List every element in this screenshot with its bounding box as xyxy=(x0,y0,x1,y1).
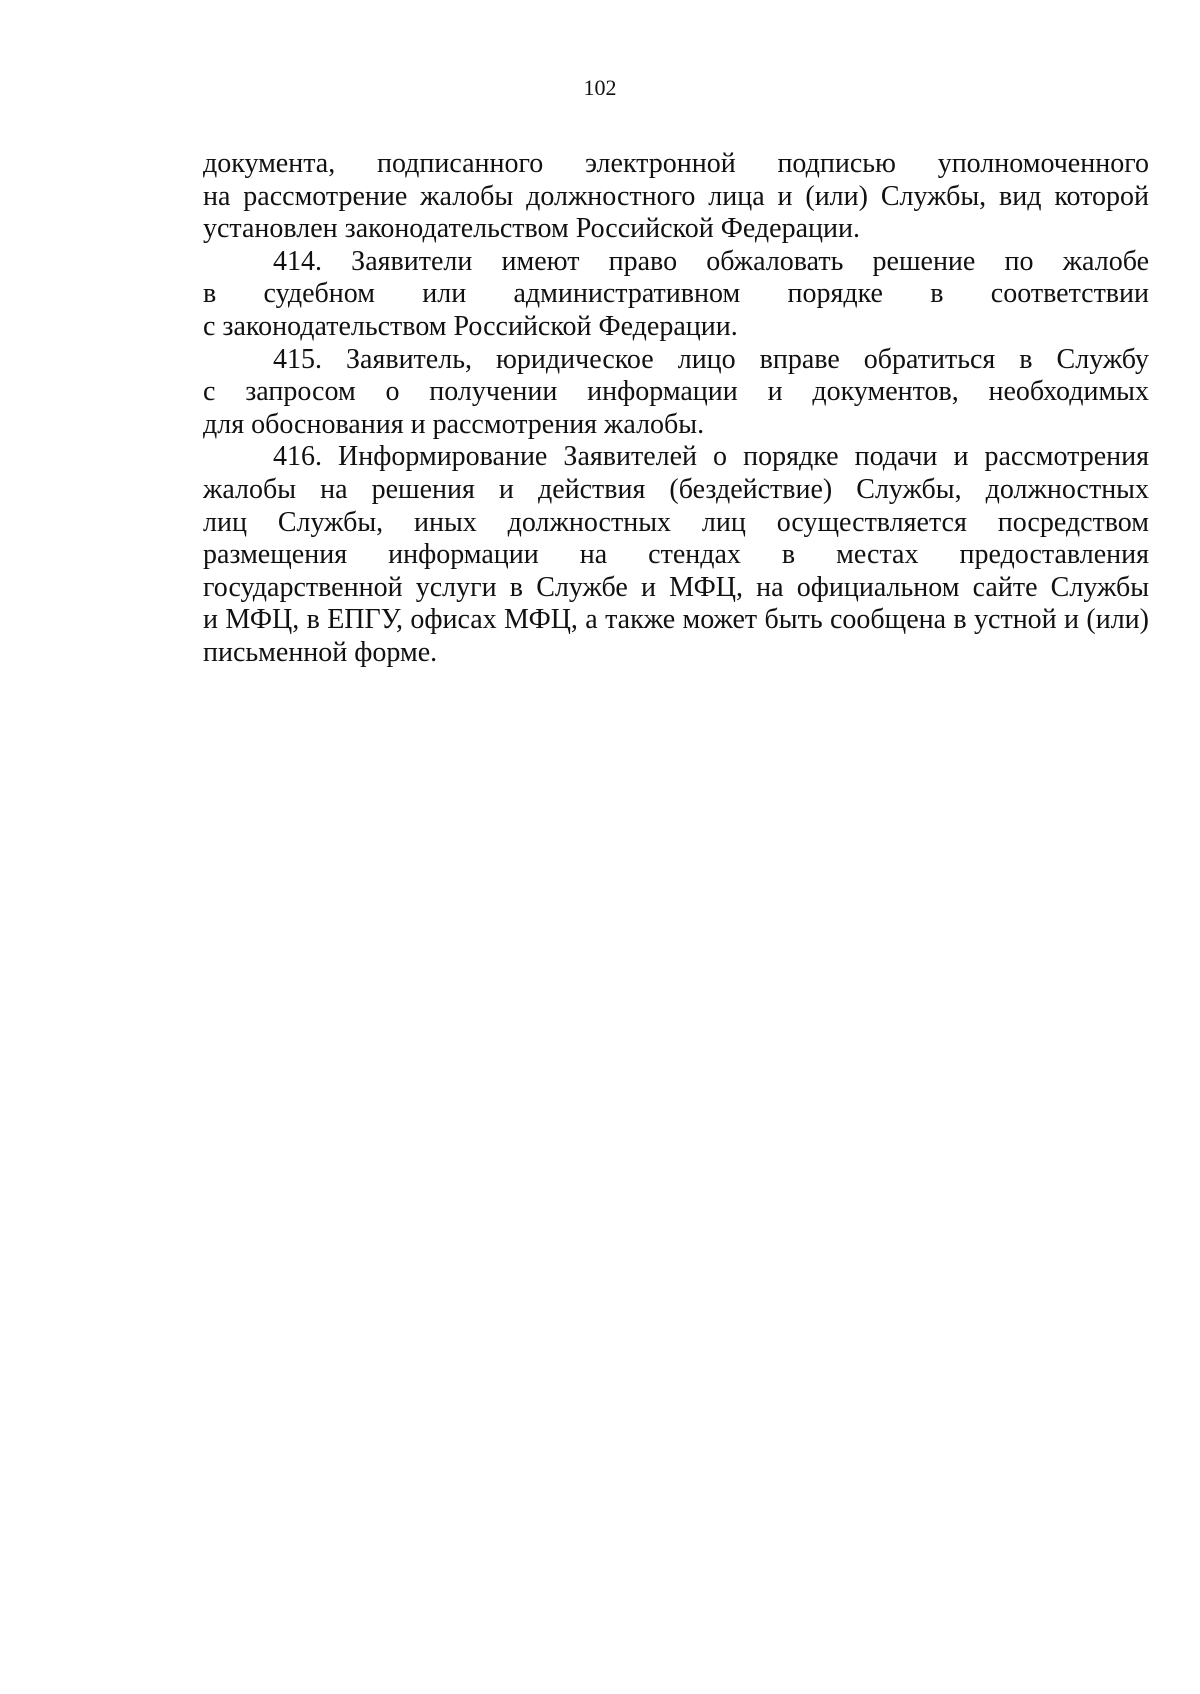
text-line: с законодательством Российской Федерации. xyxy=(203,310,738,342)
text-line: и МФЦ, в ЕПГУ, офисах МФЦ, а также может быть сообщена в устной и (или) xyxy=(203,604,1149,636)
page-number: 102 xyxy=(583,75,617,100)
text-line: документа, подписанного электронной подписью уполномоченного xyxy=(203,148,1149,179)
text-line: с запросом о получении информации и документов, необходимых xyxy=(203,376,1149,408)
text-line: для обоснования и рассмотрения жалобы. xyxy=(203,408,705,440)
text-line: лиц Службы, иных должностных лиц осуществляется посредством xyxy=(203,506,1149,538)
text-line: 416. Информирование Заявителей о порядке подачи и рассмотрения xyxy=(273,441,1149,473)
paragraph-continuation xyxy=(203,148,1149,246)
text-line: размещения информации на стендах в местах предоставления xyxy=(203,539,1149,571)
text-line: установлен законодательством Российской Федерации. xyxy=(203,213,860,245)
paragraph-414 xyxy=(203,246,1149,344)
paragraph-415 xyxy=(203,344,1149,442)
text-line: 414. Заявители имеют право обжаловать решение по жалобе xyxy=(273,245,1149,277)
text-line: 415. Заявитель, юридическое лицо вправе обратиться в Службу xyxy=(273,343,1149,375)
text-line: государственной услуги в Службе и МФЦ, на официальном сайте Службы xyxy=(203,571,1149,603)
text-line: в судебном или административном порядке в соответствии xyxy=(203,278,1149,310)
text-line: на рассмотрение жалобы должностного лица и (или) Службы, вид которой xyxy=(203,180,1149,212)
text-line: письменной форме. xyxy=(203,636,438,668)
document-body xyxy=(203,148,1149,670)
paragraph-416 xyxy=(203,441,1149,669)
text-line: жалобы на решения и действия (бездействие) Службы, должностных xyxy=(203,473,1149,505)
